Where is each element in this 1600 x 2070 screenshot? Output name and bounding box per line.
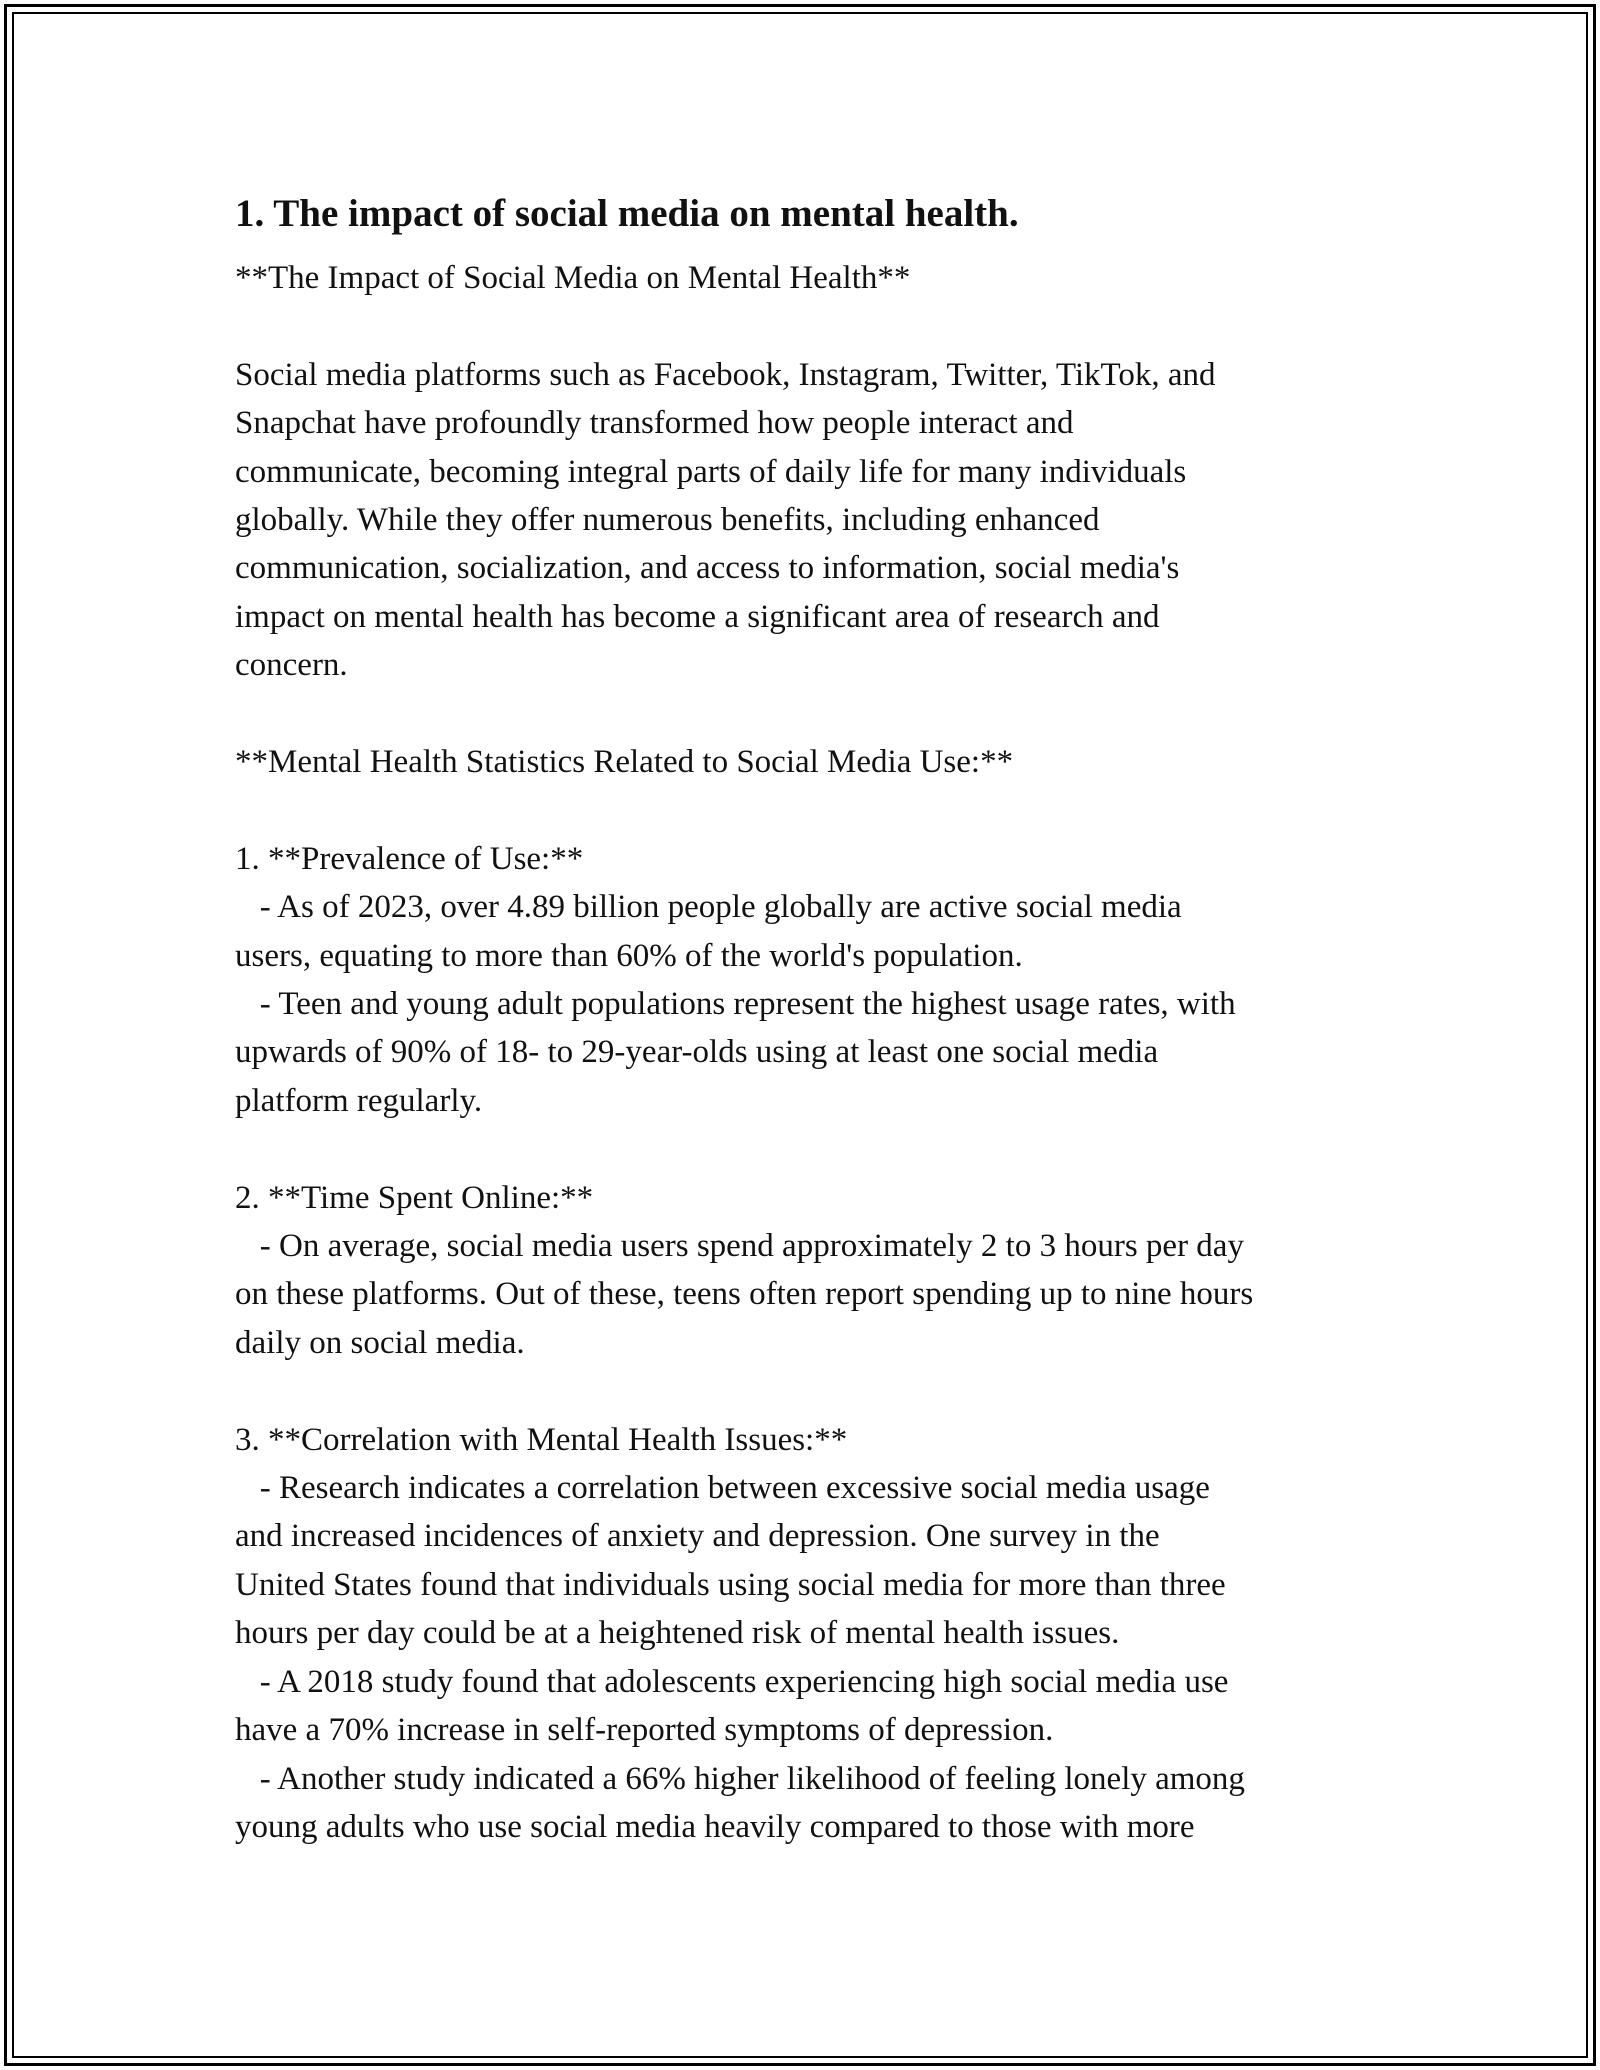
text-line: impact on mental health has become a significant area of research and (235, 598, 1160, 635)
blank-line (235, 1367, 1395, 1415)
blank-line (235, 302, 1395, 350)
document-page (235, 188, 1395, 1851)
text-line: **The Impact of Social Media on Mental Health** (235, 260, 911, 296)
text-line: - Research indicates a correlation between excessive social media usage (235, 1470, 1210, 1507)
document-title: 1. The impact of social media on mental health. (235, 192, 1019, 235)
text-line: young adults who use social media heavily compared to those with more (235, 1808, 1195, 1845)
text-line: communicate, becoming integral parts of daily life for many individuals (235, 453, 1187, 490)
blank-line (235, 786, 1395, 834)
blank-line (235, 1125, 1395, 1173)
text-line: daily on social media. (235, 1324, 525, 1361)
blank-line (235, 690, 1395, 738)
text-line: platform regularly. (235, 1082, 483, 1119)
text-line: users, equating to more than 60% of the world's population. (235, 937, 1023, 974)
text-line: - Another study indicated a 66% higher likelihood of feeling lonely among (235, 1760, 1245, 1797)
text-line: - As of 2023, over 4.89 billion people globally are active social media (235, 889, 1182, 926)
text-line: - On average, social media users spend approximately 2 to 3 hours per day (235, 1228, 1244, 1265)
text-line: and increased incidences of anxiety and depression. One survey in the (235, 1518, 1160, 1555)
text-line: hours per day could be at a heightened risk of mental health issues. (235, 1615, 1120, 1652)
text-line: - A 2018 study found that adolescents experiencing high social media use (235, 1663, 1229, 1700)
text-line: 2. **Time Spent Online:** (235, 1179, 594, 1216)
text-line: Snapchat have profoundly transformed how people interact and (235, 405, 1074, 442)
text-line: Social media platforms such as Facebook, Instagram, Twitter, TikTok, and (235, 356, 1216, 393)
text-line: upwards of 90% of 18- to 29-year-olds using at least one social media (235, 1034, 1159, 1071)
text-line: concern. (235, 647, 348, 684)
text-line: - Teen and young adult populations represent the highest usage rates, with (235, 986, 1236, 1023)
text-line: 1. **Prevalence of Use:** (235, 840, 584, 877)
text-line: **Mental Health Statistics Related to Social Media Use:** (235, 744, 1014, 781)
text-line: United States found that individuals using social media for more than three (235, 1566, 1226, 1603)
text-line: on these platforms. Out of these, teens often report spending up to nine hours (235, 1276, 1254, 1313)
text-line: 3. **Correlation with Mental Health Issues:** (235, 1421, 848, 1458)
text-line: have a 70% increase in self-reported symptoms of depression. (235, 1712, 1054, 1749)
text-line: globally. While they offer numerous benefits, including enhanced (235, 502, 1100, 539)
document-body (235, 254, 1395, 1851)
text-line: communication, socialization, and access to information, social media's (235, 550, 1180, 587)
